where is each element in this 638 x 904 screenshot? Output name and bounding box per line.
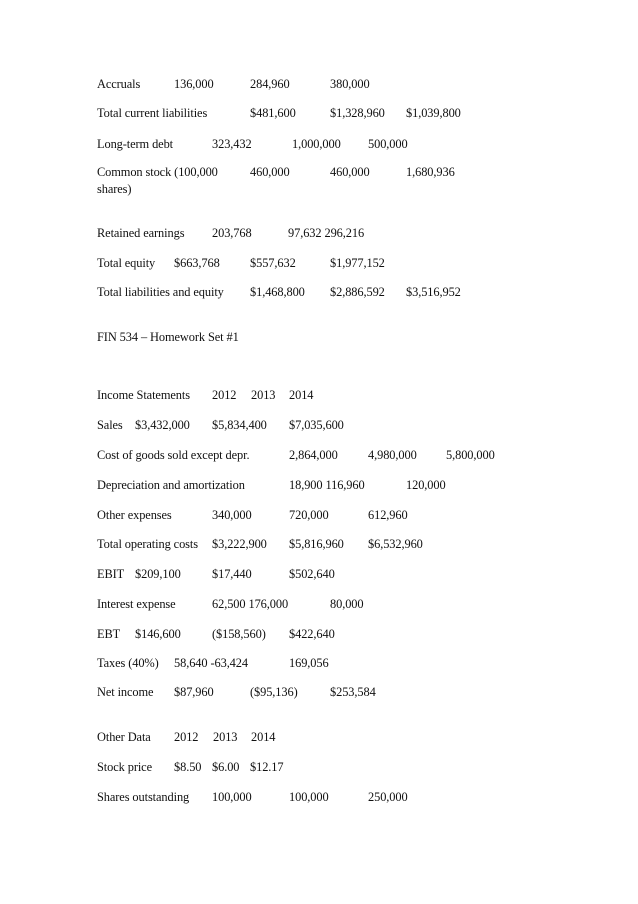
other-expenses-label: Other expenses — [97, 508, 172, 522]
total-current-liabilities-2014: $1,039,800 — [406, 106, 461, 120]
ebt-2012: $146,600 — [135, 627, 181, 641]
total-current-liabilities-2012: $481,600 — [250, 106, 296, 120]
shares-outstanding-2014: 250,000 — [368, 790, 408, 804]
ebt-2013: ($158,560) — [212, 627, 266, 641]
ebit-2013: $17,440 — [212, 567, 252, 581]
retained-earnings-2012: 203,768 — [212, 226, 252, 240]
common-stock-2014: 1,680,936 — [406, 165, 455, 179]
shares-outstanding-2012: 100,000 — [212, 790, 252, 804]
common-stock-label-line1: Common stock (100,000 — [97, 165, 218, 179]
common-stock-2012: 460,000 — [250, 165, 290, 179]
total-liabilities-equity-2012: $1,468,800 — [250, 285, 305, 299]
taxes-label: Taxes (40%) — [97, 656, 159, 670]
long-term-debt-2012: 323,432 — [212, 137, 252, 151]
other-data-year-2013: 2013 — [213, 730, 238, 744]
total-operating-costs-2012: $3,222,900 — [212, 537, 267, 551]
common-stock-label-line2: shares) — [97, 182, 132, 196]
total-liabilities-equity-label: Total liabilities and equity — [97, 285, 224, 299]
cogs-2014: 5,800,000 — [446, 448, 495, 462]
total-liabilities-equity-2014: $3,516,952 — [406, 285, 461, 299]
ebit-2014: $502,640 — [289, 567, 335, 581]
sales-2014: $7,035,600 — [289, 418, 344, 432]
depreciation-2014: 120,000 — [406, 478, 446, 492]
total-current-liabilities-2013: $1,328,960 — [330, 106, 385, 120]
depreciation-2012-2013: 18,900 116,960 — [289, 478, 365, 492]
other-data-heading: Other Data — [97, 730, 151, 744]
net-income-2013: ($95,136) — [250, 685, 298, 699]
interest-expense-2012-2013: 62,500 176,000 — [212, 597, 289, 611]
ebt-label: EBT — [97, 627, 121, 641]
cogs-2013: 4,980,000 — [368, 448, 417, 462]
net-income-2014: $253,584 — [330, 685, 376, 699]
income-statements-year-2012: 2012 — [212, 388, 237, 402]
stock-price-label: Stock price — [97, 760, 152, 774]
taxes-2012-2013: 58,640 -63,424 — [174, 656, 248, 670]
accruals-2013: 284,960 — [250, 77, 290, 91]
accruals-2014: 380,000 — [330, 77, 370, 91]
other-expenses-2012: 340,000 — [212, 508, 252, 522]
accruals-label: Accruals — [97, 77, 141, 91]
shares-outstanding-label: Shares outstanding — [97, 790, 190, 804]
income-statements-year-2014: 2014 — [289, 388, 314, 402]
ebt-2014: $422,640 — [289, 627, 335, 641]
net-income-label: Net income — [97, 685, 154, 699]
total-equity-2012: $663,768 — [174, 256, 220, 270]
long-term-debt-2013: 1,000,000 — [292, 137, 341, 151]
income-statements-heading: Income Statements — [97, 388, 190, 402]
sales-2012: $3,432,000 — [135, 418, 190, 432]
other-data-year-2012: 2012 — [174, 730, 199, 744]
shares-outstanding-2013: 100,000 — [289, 790, 329, 804]
retained-earnings-2013-2014: 97,632 296,216 — [288, 226, 365, 240]
total-operating-costs-label: Total operating costs — [97, 537, 198, 551]
other-expenses-2014: 612,960 — [368, 508, 408, 522]
ebit-2012: $209,100 — [135, 567, 181, 581]
taxes-2014: 169,056 — [289, 656, 329, 670]
sales-2013: $5,834,400 — [212, 418, 267, 432]
total-operating-costs-2013: $5,816,960 — [289, 537, 344, 551]
stock-price-2012: $8.50 — [174, 760, 202, 774]
total-equity-2014: $1,977,152 — [330, 256, 385, 270]
sales-label: Sales — [97, 418, 123, 432]
common-stock-2013: 460,000 — [330, 165, 370, 179]
other-data-year-2014: 2014 — [251, 730, 276, 744]
total-equity-2013: $557,632 — [250, 256, 296, 270]
page-title: FIN 534 – Homework Set #1 — [97, 330, 239, 344]
stock-price-2013: $6.00 — [212, 760, 240, 774]
net-income-2012: $87,960 — [174, 685, 214, 699]
retained-earnings-label: Retained earnings — [97, 226, 185, 240]
long-term-debt-2014: 500,000 — [368, 137, 408, 151]
interest-expense-label: Interest expense — [97, 597, 176, 611]
total-current-liabilities-label: Total current liabilities — [97, 106, 208, 120]
accruals-2012: 136,000 — [174, 77, 214, 91]
stock-price-2014: $12.17 — [250, 760, 284, 774]
ebit-label: EBIT — [97, 567, 125, 581]
total-liabilities-equity-2013: $2,886,592 — [330, 285, 385, 299]
total-operating-costs-2014: $6,532,960 — [368, 537, 423, 551]
interest-expense-2014: 80,000 — [330, 597, 364, 611]
depreciation-label: Depreciation and amortization — [97, 478, 245, 492]
total-equity-label: Total equity — [97, 256, 156, 270]
cogs-label: Cost of goods sold except depr. — [97, 448, 250, 462]
long-term-debt-label: Long-term debt — [97, 137, 174, 151]
income-statements-year-2013: 2013 — [251, 388, 276, 402]
other-expenses-2013: 720,000 — [289, 508, 329, 522]
cogs-2012: 2,864,000 — [289, 448, 338, 462]
